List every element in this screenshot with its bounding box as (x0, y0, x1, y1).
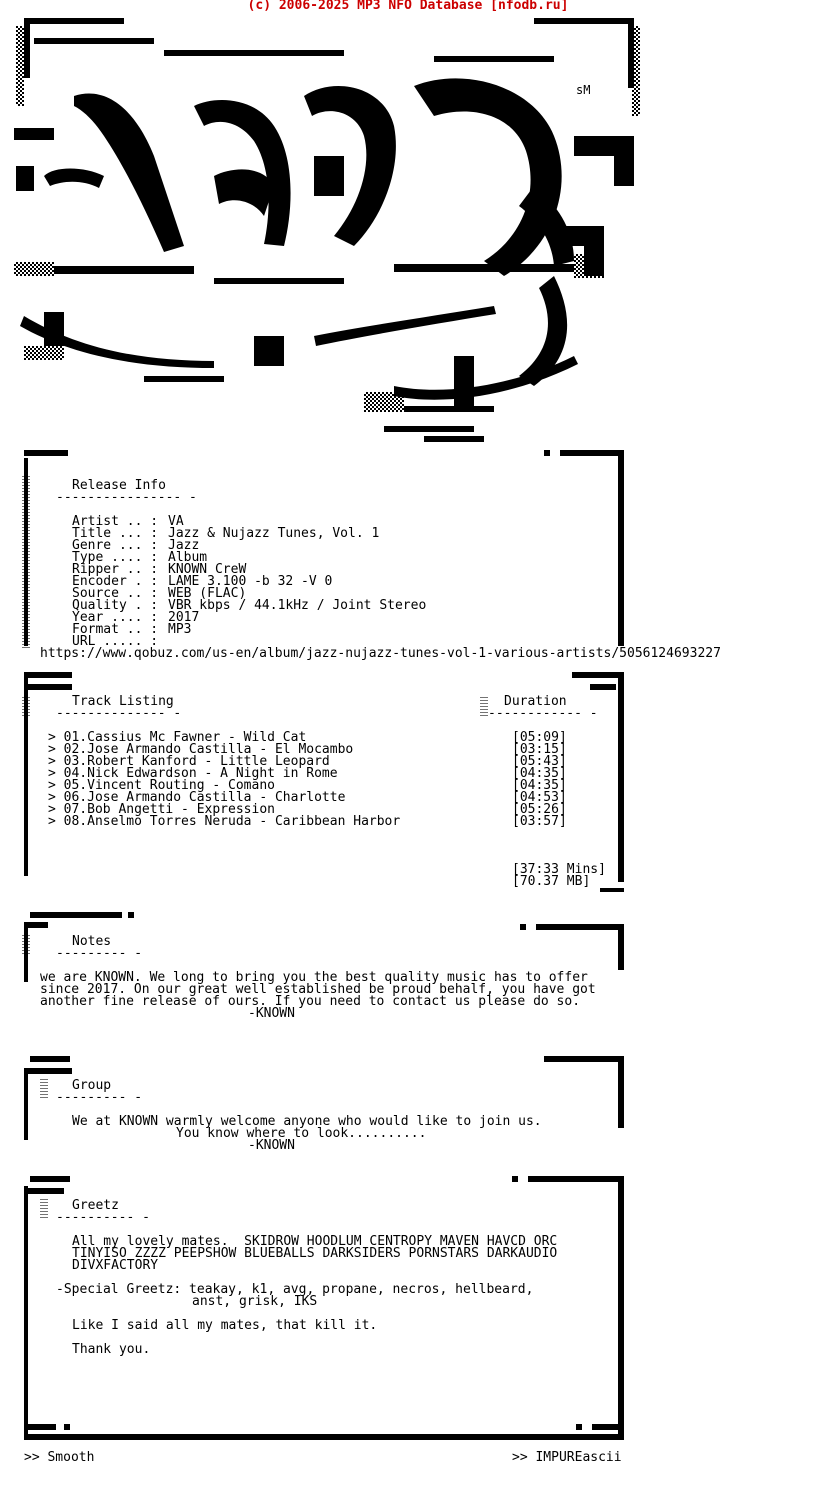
track-duration: [04:53] (512, 790, 567, 805)
frame-dither (40, 1198, 48, 1218)
frame-left-edge (24, 1186, 28, 1436)
track-name: > 04.Nick Edwardson - A Night in Rome (48, 766, 338, 781)
notes-line: since 2017. On our great well established be proud behalf, you have got (40, 982, 596, 997)
greetz-line: TINYISO ZZZZ PEEPSHOW BLUEBALLS DARKSIDERS PORNSTARS DARKAUDIO (72, 1246, 558, 1261)
group-signature: -KNOWN (248, 1138, 295, 1153)
frame-right-edge (618, 1180, 624, 1436)
frame-bar (30, 912, 122, 918)
track-name: > 05.Vincent Routing - Comano (48, 778, 275, 793)
field-value: VA (168, 514, 184, 529)
field-label: Ripper .. : (72, 562, 159, 577)
frame-bar (24, 684, 72, 690)
total-size: [70.37 MB] (512, 874, 591, 889)
frame-right-edge (618, 1060, 624, 1128)
greetz-closing: Like I said all my mates, that kill it. (72, 1318, 378, 1333)
greetz-thanks: Thank you. (72, 1342, 151, 1357)
frame-bar (572, 672, 624, 678)
frame-square (128, 912, 134, 918)
frame-bottom-bar (24, 1434, 624, 1440)
group-rule: --------- - (56, 1090, 143, 1105)
frame-bar (24, 1068, 72, 1074)
frame-bar (544, 1056, 624, 1062)
field-label: Encoder . : (72, 574, 159, 589)
track-name: > 01.Cassius Mc Fawner - Wild Cat (48, 730, 307, 745)
frame-square (576, 1424, 582, 1430)
frame-bar (24, 450, 68, 456)
track-duration: [05:09] (512, 730, 567, 745)
track-name: > 03.Robert Kanford - Little Leopard (48, 754, 330, 769)
track-duration: [03:57] (512, 814, 567, 829)
field-label: Type .... : (72, 550, 159, 565)
frame-dither (22, 476, 30, 648)
field-label: Source .. : (72, 586, 159, 601)
notes-line: another fine release of ours. If you need to contact us please do so. (40, 994, 581, 1009)
duration-heading: Duration (504, 694, 567, 709)
total-time: [37:33 Mins] (512, 862, 606, 877)
frame-square (512, 1176, 518, 1182)
notes-line: we are KNOWN. We long to bring you the best quality music has to offer (40, 970, 588, 985)
field-value: WEB (FLAC) (168, 586, 247, 601)
frame-bar (24, 1424, 56, 1430)
greetz-line: All my lovely mates. SKIDROW HOODLUM CENTROPY MAVEN HAVCD ORC (72, 1234, 558, 1249)
track-listing-heading: Track Listing (72, 694, 174, 709)
group-heading: Group (72, 1078, 112, 1093)
special-greetz: anst, grisk, IKS (192, 1294, 318, 1309)
group-line: You know where to look.......... (176, 1126, 427, 1141)
notes-rule: --------- - (56, 946, 143, 961)
special-greetz: -Special Greetz: teakay, k1, avg, propane, necros, hellbeard, (56, 1282, 534, 1297)
frame-bar (592, 1424, 624, 1430)
track-name: > 06.Jose Armando Castilla - Charlotte (48, 790, 346, 805)
field-label: Quality . : (72, 598, 159, 613)
site-credit[interactable]: (c) 2006-2025 MP3 NFO Database [nfodb.ru] (247, 0, 569, 13)
field-label: Title ... : (72, 526, 159, 541)
field-label: Year .... : (72, 610, 159, 625)
frame-square (520, 924, 526, 930)
frame-dither (40, 1078, 48, 1098)
frame-left-edge (24, 1068, 28, 1140)
duration-rule: ------------ - (488, 706, 598, 721)
ascii-logo (14, 16, 640, 444)
logo-signature: sM (576, 83, 591, 97)
field-value: Jazz (168, 538, 200, 553)
field-value: KNOWN CreW (168, 562, 247, 577)
frame-right-edge (618, 930, 624, 970)
field-value: Album (168, 550, 208, 565)
field-value: 2017 (168, 610, 200, 625)
field-value: VBR kbps / 44.1kHz / Joint Stereo (168, 598, 427, 613)
frame-bar (528, 1176, 624, 1182)
greetz-rule: ---------- - (56, 1210, 150, 1225)
frame-bar (560, 450, 624, 456)
notes-heading: Notes (72, 934, 112, 949)
track-duration: [04:35] (512, 778, 567, 793)
track-name: > 07.Bob Angetti - Expression (48, 802, 275, 817)
frame-bar (24, 1188, 64, 1194)
group-line: We at KNOWN warmly welcome anyone who would like to join us. (72, 1114, 542, 1129)
track-listing-rule: -------------- - (56, 706, 182, 721)
track-duration: [05:26] (512, 802, 567, 817)
notes-signature: -KNOWN (248, 1006, 295, 1021)
release-info-rule: ---------------- - (56, 490, 197, 505)
track-name: > 08.Anselmo Torres Neruda - Caribbean Harbor (48, 814, 401, 829)
field-label: Genre ... : (72, 538, 159, 553)
frame-square (544, 450, 550, 456)
field-value: LAME 3.100 -b 32 -V 0 (168, 574, 333, 589)
field-value: MP3 (168, 622, 192, 637)
footer-credit-right: >> IMPUREascii (512, 1450, 622, 1465)
release-url-link[interactable]: https://www.qobuz.com/us-en/album/jazz-nujazz-tunes-vol-1-various-artists/5056124693227 (40, 646, 721, 661)
field-label: Artist .. : (72, 514, 159, 529)
track-duration: [03:15] (512, 742, 567, 757)
frame-bar (590, 684, 616, 690)
footer-credit-left: >> Smooth (24, 1450, 95, 1465)
field-label: URL ..... : (72, 634, 159, 649)
frame-square (64, 1424, 70, 1430)
frame-bar (536, 924, 624, 930)
frame-bar (30, 1176, 70, 1182)
frame-bar (600, 888, 624, 892)
field-label: Format .. : (72, 622, 159, 637)
greetz-line: DIVXFACTORY (72, 1258, 159, 1273)
track-duration: [05:43] (512, 754, 567, 769)
track-duration: [04:35] (512, 766, 567, 781)
frame-dither (22, 696, 30, 716)
greetz-heading: Greetz (72, 1198, 119, 1213)
frame-bar (24, 672, 72, 678)
frame-dither (22, 934, 30, 954)
frame-bar (30, 1056, 70, 1062)
frame-right-edge (618, 456, 624, 646)
frame-right-edge (618, 672, 624, 882)
field-value: Jazz & Nujazz Tunes, Vol. 1 (168, 526, 380, 541)
release-info-heading: Release Info (72, 478, 166, 493)
track-name: > 02.Jose Armando Castilla - El Mocambo (48, 742, 354, 757)
frame-dither (480, 696, 488, 716)
